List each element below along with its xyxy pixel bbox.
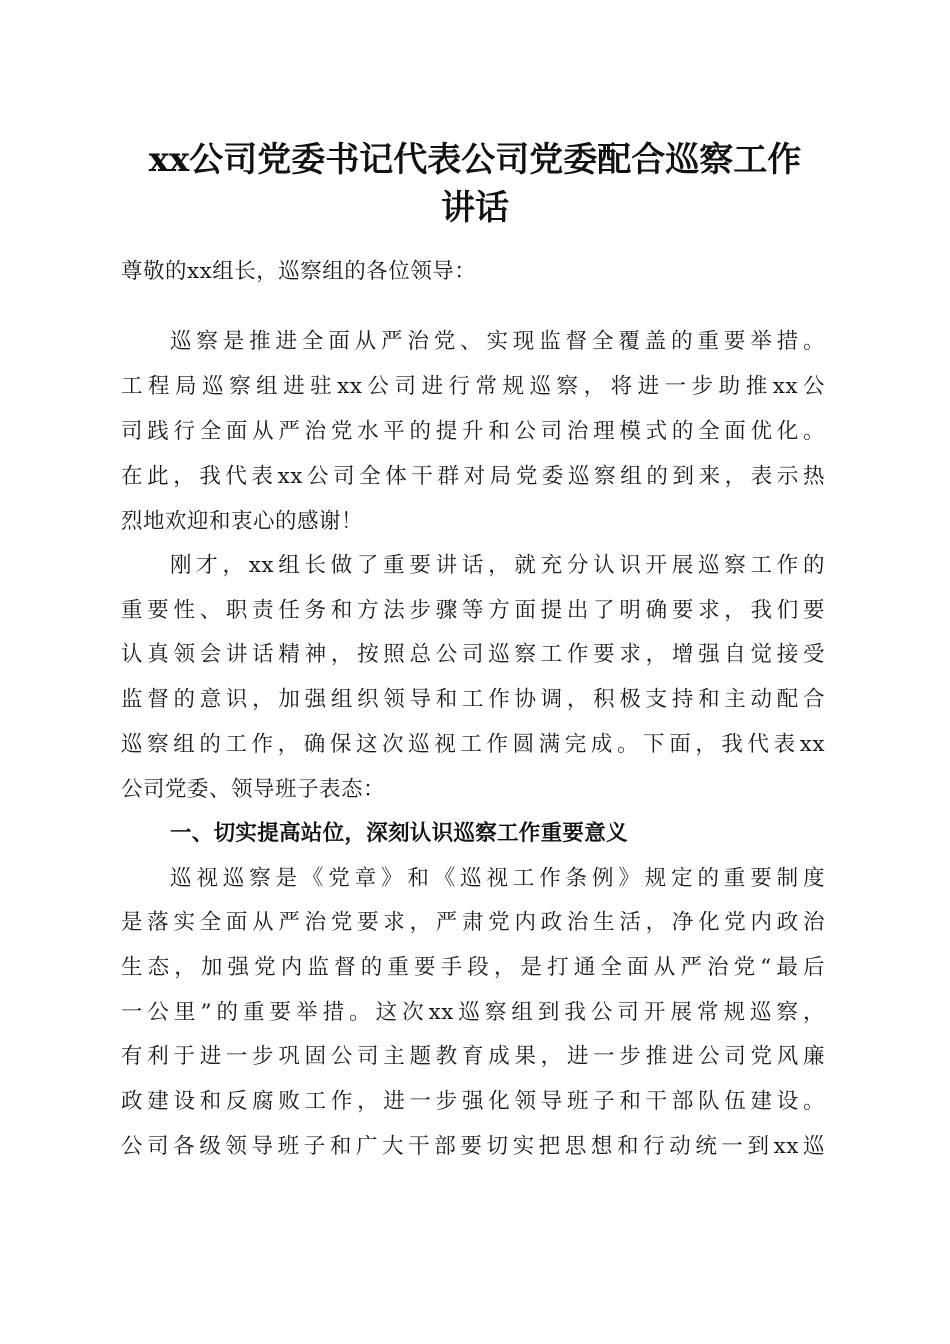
section-heading-1: 一、切实提高站位，深刻认识巡察工作重要意义 xyxy=(170,821,628,846)
paragraph-3-line-2: 是落实全面从严治党要求，严肃党内政治生活，净化党内政治 xyxy=(121,910,825,935)
paragraph-3-line-4: 一公里”的重要举措。这次xx巡察组到我公司开展常规巡察， xyxy=(121,1000,825,1025)
paragraph-1-line-3: 司践行全面从严治党水平的提升和公司治理模式的全面优化。 xyxy=(121,419,825,444)
paragraph-1-line-2: 工程局巡察组进驻xx公司进行常规巡察，将进一步助推xx公 xyxy=(121,374,825,399)
paragraph-1-line-5: 烈地欢迎和衷心的感谢！ xyxy=(121,509,364,534)
paragraph-3-line-5: 有利于进一步巩固公司主题教育成果，进一步推进公司党风廉 xyxy=(121,1044,825,1069)
paragraph-1-line-4: 在此，我代表xx公司全体干群对局党委巡察组的到来，表示热 xyxy=(121,464,825,489)
document-title-line-2: 讲话 xyxy=(441,188,509,228)
paragraph-2-line-2: 重要性、职责任务和方法步骤等方面提出了明确要求，我们要 xyxy=(121,598,825,623)
paragraph-2-line-6: 公司党委、领导班子表态： xyxy=(121,777,386,802)
paragraph-3-line-3: 生态，加强党内监督的重要手段，是打通全面从严治党“最后 xyxy=(121,955,825,980)
document-title-line-1: xx公司党委书记代表公司党委配合巡察工作 xyxy=(148,140,802,180)
paragraph-2-line-3: 认真领会讲话精神，按照总公司巡察工作要求，增强自觉接受 xyxy=(121,642,825,667)
paragraph-3-line-1: 巡视巡察是《党章》和《巡视工作条例》规定的重要制度 xyxy=(170,866,825,891)
salutation: 尊敬的xx组长，巡察组的各位领导： xyxy=(121,259,477,284)
paragraph-3-line-6: 政建设和反腐败工作，进一步强化领导班子和干部队伍建设。 xyxy=(121,1089,825,1114)
paragraph-2-line-5: 巡察组的工作，确保这次巡视工作圆满完成。下面，我代表xx xyxy=(121,732,825,757)
paragraph-2-line-1: 刚才，xx组长做了重要讲话，就充分认识开展巡察工作的 xyxy=(170,553,825,578)
paragraph-3-line-7: 公司各级领导班子和广大干部要切实把思想和行动统一到xx巡 xyxy=(121,1134,825,1159)
paragraph-2-line-4: 监督的意识，加强组织领导和工作协调，积极支持和主动配合 xyxy=(121,687,825,712)
paragraph-1-line-1: 巡察是推进全面从严治党、实现监督全覆盖的重要举措。 xyxy=(170,329,825,354)
